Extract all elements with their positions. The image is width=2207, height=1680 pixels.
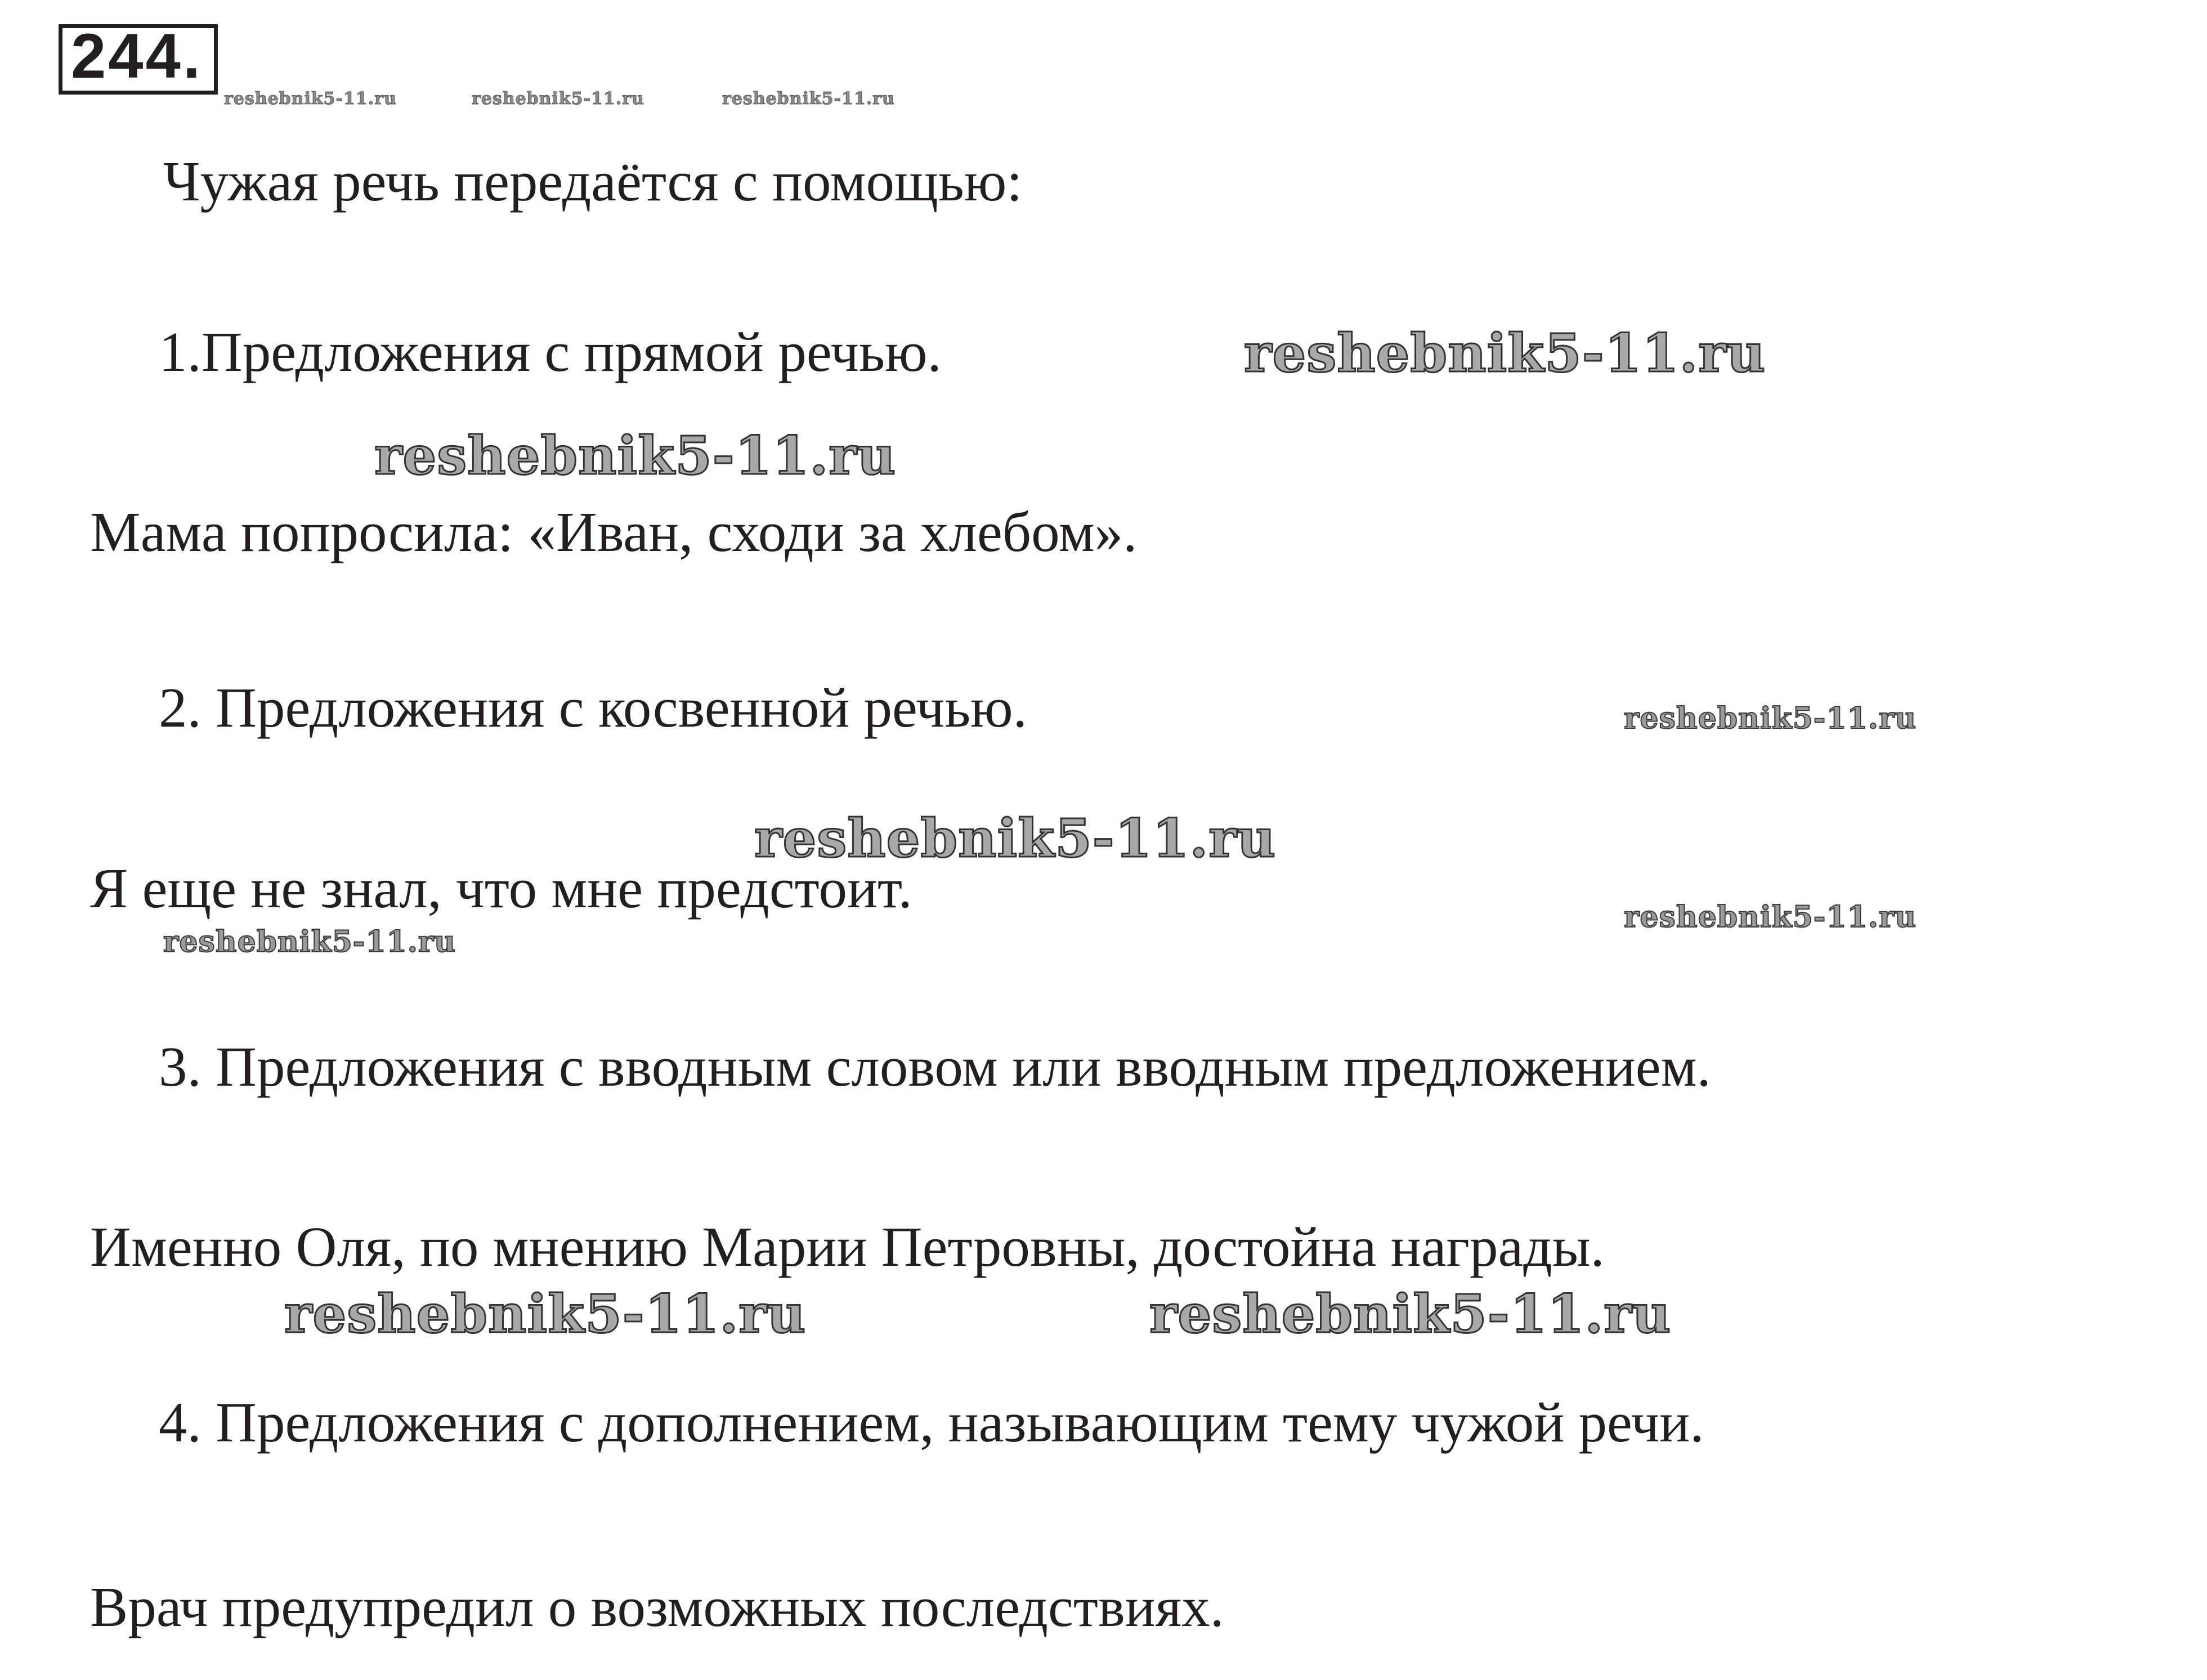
item-4-heading: 4. Предложения с дополнением, называющим тему чужой речи. <box>159 1391 1704 1454</box>
exercise-number: 244. <box>71 21 203 91</box>
item-2-example: Я еще не знал, что мне предстоит. <box>90 857 912 920</box>
watermark: reshebnik5-11.ru <box>224 89 397 109</box>
watermark: reshebnik5-11.ru <box>163 925 456 959</box>
watermark: reshebnik5-11.ru <box>1624 701 1917 736</box>
watermark: reshebnik5-11.ru <box>1244 322 1766 384</box>
watermark: reshebnik5-11.ru <box>1624 900 1917 934</box>
watermark: reshebnik5-11.ru <box>722 89 895 109</box>
watermark: reshebnik5-11.ru <box>754 808 1277 870</box>
item-1-example: Мама попросила: «Иван, сходи за хлебом». <box>90 500 1138 563</box>
watermark: reshebnik5-11.ru <box>1149 1283 1672 1345</box>
item-3-example: Именно Оля, по мнению Марии Петровны, достойна награды. <box>90 1215 1605 1278</box>
watermark: reshebnik5-11.ru <box>374 425 897 487</box>
item-4-example: Врач предупредил о возможных последствиях. <box>90 1575 1224 1638</box>
item-1-heading: 1.Предложения с прямой речью. <box>159 320 942 383</box>
watermark: reshebnik5-11.ru <box>472 89 644 109</box>
intro-text: Чужая речь передаётся с помощью: <box>163 150 1023 213</box>
item-2-heading: 2. Предложения с косвенной речью. <box>159 676 1027 739</box>
item-3-heading: 3. Предложения с вводным словом или вводным предложением. <box>159 1035 1711 1098</box>
watermark: reshebnik5-11.ru <box>284 1283 807 1345</box>
